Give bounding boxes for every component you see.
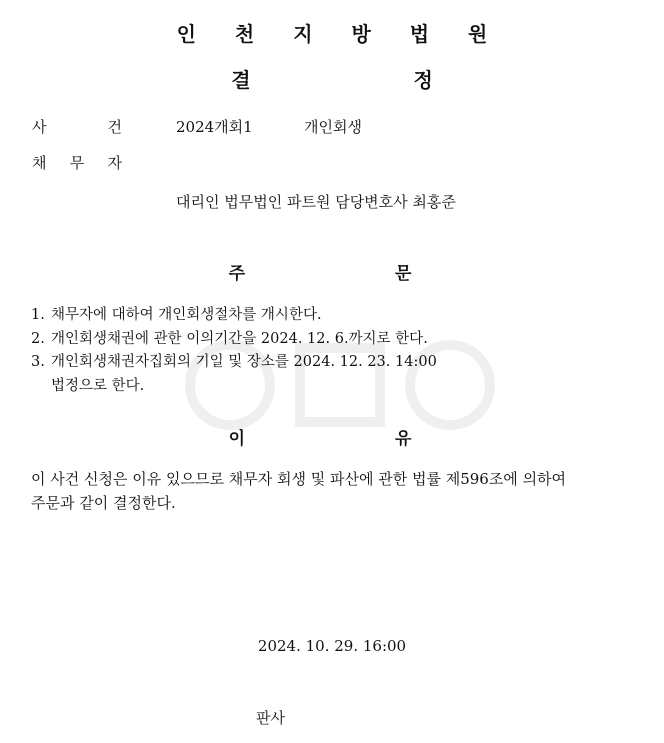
order-heading: 주 문: [228, 264, 484, 284]
reason-heading: 이 유: [228, 429, 484, 449]
legal-agent: 대리인 법무법인 파트원 담당변호사 최홍준: [176, 193, 456, 211]
order-item-number: 3.: [31, 354, 45, 370]
order-item-text: 개인회생채권에 관한 이의기간을 2024. 12. 6.까지로 한다.: [51, 330, 428, 347]
decision-date: 2024. 10. 29. 16:00: [257, 637, 407, 655]
case-number: 2024개회1: [176, 118, 253, 136]
case-label-char: 사: [32, 118, 47, 136]
debtor-label-char: 자: [107, 154, 122, 172]
case-type: 개인회생: [304, 118, 362, 136]
case-label: [32, 116, 122, 137]
debtor-label: [32, 152, 122, 173]
court-name: 인 천 지 방 법 원: [176, 22, 504, 46]
reason-line: 이 사건 신청은 이유 있으므로 채무자 회생 및 파산에 관한 법률 제596조에 의하여: [31, 470, 567, 488]
document-title: 결 정: [231, 68, 511, 92]
reason-line: 주문과 같이 결정한다.: [31, 494, 176, 512]
order-item-continuation: 법정으로 한다.: [51, 377, 145, 394]
order-item: [31, 304, 437, 328]
reason-text: [31, 467, 566, 515]
order-item-number: 1.: [31, 307, 45, 323]
order-item-text: 개인회생채권자집회의 기일 및 장소를 2024. 12. 23. 14:00: [51, 354, 437, 370]
case-label-char: 건: [107, 118, 122, 136]
debtor-label-char: 무: [69, 154, 85, 172]
debtor-label-char: 채: [32, 154, 47, 172]
judge-label: 판사: [256, 709, 285, 727]
order-item-text: 채무자에 대하여 개인회생절차를 개시한다.: [51, 307, 322, 323]
order-item-number: 2.: [31, 330, 45, 347]
